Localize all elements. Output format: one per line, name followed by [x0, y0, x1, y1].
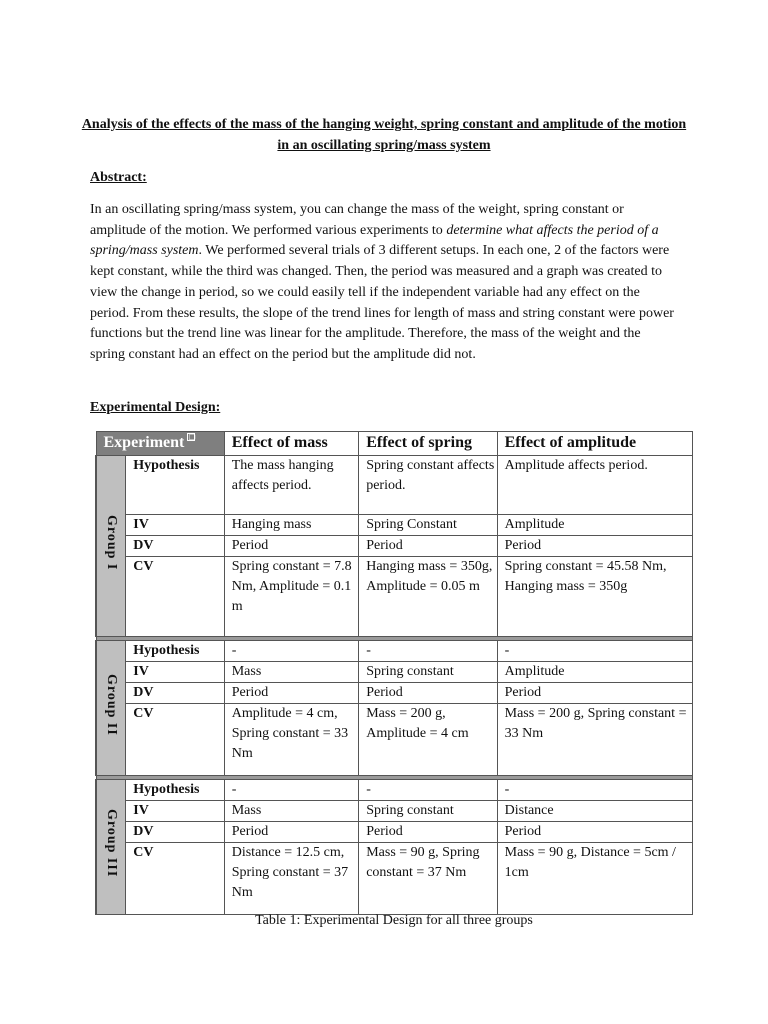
cell-mass: The mass hanging affects period. [224, 456, 358, 515]
cell-spring: Mass = 200 g, Amplitude = 4 cm [359, 704, 497, 776]
row-label-iv: IV [126, 515, 224, 536]
abstract-heading: Abstract: [90, 170, 147, 185]
group-i-cell [96, 456, 126, 637]
cell-mass: Distance = 12.5 cm, Spring constant = 37 Nm [224, 843, 358, 915]
table-row [96, 704, 693, 776]
cell-mass: Mass [224, 662, 358, 683]
group-ii-cell [96, 641, 126, 776]
cell-amplitude: Mass = 90 g, Distance = 5cm / 1cm [497, 843, 692, 915]
row-label-dv: DV [126, 683, 224, 704]
abstract-text-end: . We performed several trials of 3 different setups. In each one, 2 of the factors were kept constant, while the third was changed. Then, the period was measured and a graph was created to view the change in period, so we could easily tell if the independent variable had any effect on the period. From these results, the slope of the trend lines for length of mass and string constant were power functions but the trend line was linear for the amplitude. Therefore, the mass of the weight and the spring constant had an effect on the period but the amplitude did not. [90, 243, 674, 362]
cell-amplitude: Spring constant = 45.58 Nm, Hanging mass = 350g [497, 557, 692, 637]
cell-amplitude: Amplitude affects period. [497, 456, 692, 515]
cell-mass: Period [224, 683, 358, 704]
row-label-dv: DV [126, 536, 224, 557]
cell-spring: Mass = 90 g, Spring constant = 37 Nm [359, 843, 497, 915]
row-label-iv: IV [126, 801, 224, 822]
row-label-cv: CV [126, 557, 224, 637]
cell-amplitude: - [497, 780, 692, 801]
cell-mass: Period [224, 536, 358, 557]
table-row [96, 843, 693, 915]
document-title: Analysis of the effects of the mass of the hanging weight, spring constant and amplitude of the motion in an oscillating spring/mass system [81, 117, 687, 153]
abstract-emphasis: determine what affects the period of a spring/mass system [90, 222, 659, 259]
table-row [96, 641, 693, 662]
cell-mass: Spring constant = 7.8 Nm, Amplitude = 0.1 m [224, 557, 358, 637]
cell-amplitude: Amplitude [497, 662, 692, 683]
cell-mass: Amplitude = 4 cm, Spring constant = 33 Nm [224, 704, 358, 776]
cell-amplitude: Amplitude [497, 515, 692, 536]
cell-spring: Spring constant [359, 801, 497, 822]
header-experiment-label: Experiment [103, 434, 185, 451]
table-row [96, 822, 693, 843]
experimental-design-table [95, 431, 693, 915]
header-effect-of-mass: Effect of mass [224, 432, 358, 456]
cell-spring: Spring constant [359, 662, 497, 683]
table-row [96, 536, 693, 557]
cell-amplitude: - [497, 641, 692, 662]
cell-spring: Period [359, 536, 497, 557]
cell-spring: - [359, 641, 497, 662]
group-i-label: Group I [104, 514, 120, 571]
row-label-cv: CV [126, 704, 224, 776]
row-label-iv: IV [126, 662, 224, 683]
cell-amplitude: Period [497, 822, 692, 843]
cell-spring: Hanging mass = 350g, Amplitude = 0.05 m [359, 557, 497, 637]
cell-amplitude: Period [497, 536, 692, 557]
header-experiment [96, 432, 224, 456]
row-label-dv: DV [126, 822, 224, 843]
cell-mass: - [224, 780, 358, 801]
table-caption: Table 1: Experimental Design for all three groups [255, 913, 533, 928]
table-row [96, 456, 693, 515]
cell-spring: Period [359, 683, 497, 704]
abstract-paragraph [90, 200, 678, 366]
cell-spring: Spring Constant [359, 515, 497, 536]
group-iii-label: Group III [104, 809, 120, 878]
abstract-text-start: In an oscillating spring/mass system, you can change the mass of the weight, spring constant or amplitude of the motion. We performed various experiments to [90, 202, 624, 238]
row-label-cv: CV [126, 843, 224, 915]
table-row [96, 557, 693, 637]
cell-mass: Mass [224, 801, 358, 822]
cell-mass: - [224, 641, 358, 662]
table-row [96, 683, 693, 704]
cell-mass: Period [224, 822, 358, 843]
table-handle-icon: ▢ [188, 432, 196, 441]
cell-amplitude: Mass = 200 g, Spring constant = 33 Nm [497, 704, 692, 776]
cell-spring: - [359, 780, 497, 801]
group-ii-label: Group II [104, 673, 120, 736]
table-header-row [96, 432, 693, 456]
row-label-hypothesis: Hypothesis [126, 780, 224, 801]
row-label-hypothesis: Hypothesis [126, 456, 224, 515]
table-row [96, 780, 693, 801]
table-row [96, 515, 693, 536]
table-row [96, 662, 693, 683]
row-label-hypothesis: Hypothesis [126, 641, 224, 662]
cell-amplitude: Distance [497, 801, 692, 822]
header-effect-of-spring: Effect of spring [359, 432, 497, 456]
cell-spring: Spring constant affects period. [359, 456, 497, 515]
table-row [96, 801, 693, 822]
cell-mass: Hanging mass [224, 515, 358, 536]
cell-amplitude: Period [497, 683, 692, 704]
header-effect-of-amplitude: Effect of amplitude [497, 432, 692, 456]
experimental-design-heading: Experimental Design: [90, 400, 221, 415]
cell-spring: Period [359, 822, 497, 843]
group-iii-cell [96, 780, 126, 915]
